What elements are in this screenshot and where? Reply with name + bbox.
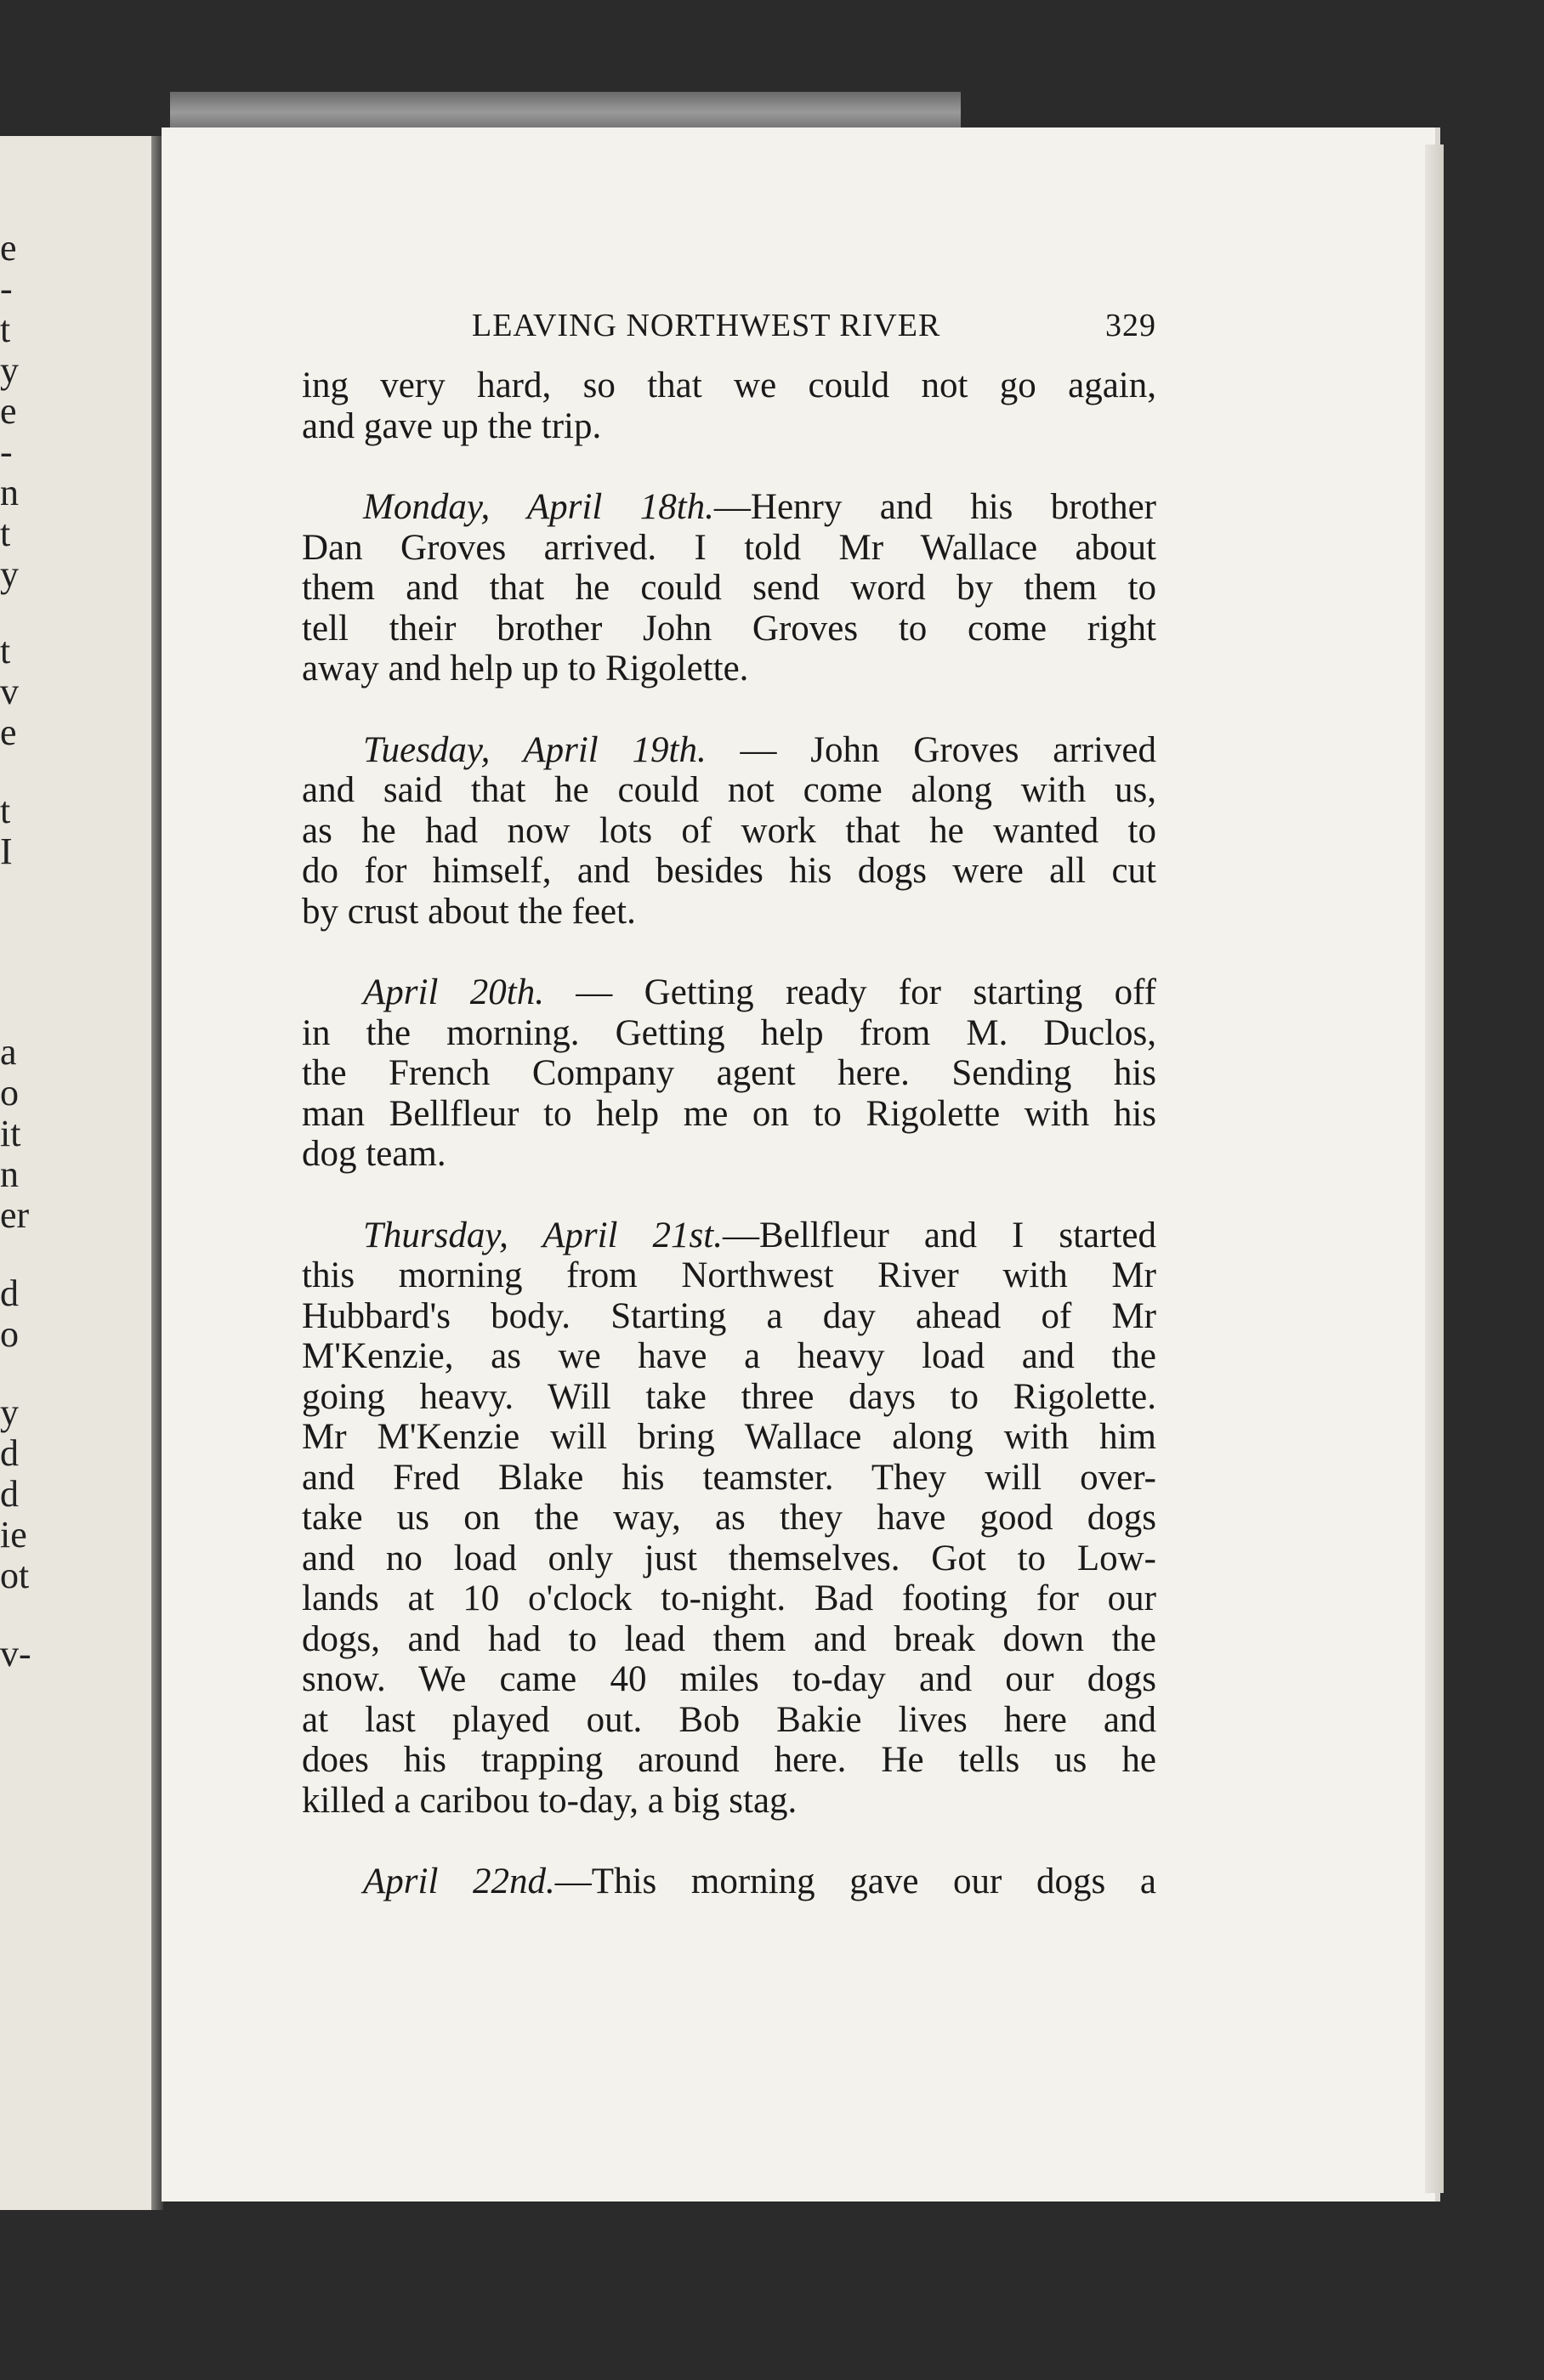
text-line: take us on the way, as they have good dogs xyxy=(302,1498,1156,1538)
page-text xyxy=(302,306,1156,1943)
left-page-fragment: t xyxy=(0,309,11,350)
text-line: and said that he could not come along with us, xyxy=(302,770,1156,810)
text-line: in the morning. Getting help from M. Duclos, xyxy=(302,1012,1156,1053)
text-line: and Fred Blake his teamster. They will over- xyxy=(302,1457,1156,1498)
left-page-fragment: v xyxy=(0,671,19,712)
left-page-fragment: o xyxy=(0,1072,19,1114)
text-line: Tuesday, April 19th. — John Groves arrived xyxy=(363,729,1156,770)
page-header xyxy=(302,306,1156,347)
left-page-fragment: o xyxy=(0,1313,19,1355)
entry-date: April 20th. xyxy=(363,972,544,1012)
diary-entry-tuesday-april-19 xyxy=(302,730,1156,932)
text-line: by crust about the feet. xyxy=(302,891,636,932)
left-page-fragment: ie xyxy=(0,1514,27,1556)
text-line: lands at 10 o'clock to-night. Bad footing for our xyxy=(302,1578,1156,1618)
left-page-fragment: e xyxy=(0,711,17,753)
left-page-fragment: y xyxy=(0,349,19,391)
left-page-fragment: - xyxy=(0,431,13,473)
left-page-fragment: t xyxy=(0,513,11,554)
left-page-fragment: v- xyxy=(0,1633,31,1674)
left-page xyxy=(0,136,160,2210)
left-page-fragment: n xyxy=(0,1153,19,1195)
left-page-fragment: y xyxy=(0,553,19,595)
left-page-fragment: er xyxy=(0,1194,30,1236)
text-line: Monday, April 18th.—Henry and his brother xyxy=(363,487,1156,527)
text-line: Hubbard's body. Starting a day ahead of Mr xyxy=(302,1295,1156,1336)
left-page-fragment: it xyxy=(0,1113,21,1154)
text-line: man Bellfleur to help me on to Rigolette with his xyxy=(302,1093,1156,1134)
text-line: Thursday, April 21st.—Bellfleur and I started xyxy=(363,1215,1156,1255)
left-page-fragment: d xyxy=(0,1432,19,1474)
left-page-fragment: t xyxy=(0,630,11,672)
text-line: this morning from Northwest River with Mr xyxy=(302,1255,1156,1295)
entry-date: April 22nd. xyxy=(363,1862,555,1901)
text-line: at last played out. Bob Bakie lives here and xyxy=(302,1699,1156,1740)
left-page-fragment: I xyxy=(0,830,13,872)
text-line: killed a caribou to-day, a big stag. xyxy=(302,1780,798,1821)
text-line: going heavy. Will take three days to Rigolette. xyxy=(302,1376,1156,1417)
left-page-fragment: d xyxy=(0,1272,19,1314)
text-line: ing very hard, so that we could not go again, xyxy=(302,366,1156,405)
text-line: the French Company agent here. Sending his xyxy=(302,1053,1156,1093)
left-page-fragment: - xyxy=(0,268,13,309)
text-line: April 22nd.—This morning gave our dogs a xyxy=(363,1862,1156,1901)
text-line: dog team. xyxy=(302,1134,446,1174)
entry-date: Tuesday, April 19th. xyxy=(363,729,707,770)
text-line: do for himself, and besides his dogs were all cut xyxy=(302,851,1156,891)
text-line: M'Kenzie, as we have a heavy load and the xyxy=(302,1336,1156,1376)
diary-entry-thursday-april-21 xyxy=(302,1216,1156,1822)
page-number: 329 xyxy=(1105,308,1156,343)
entry-date: Thursday, April 21st. xyxy=(363,1215,723,1255)
text-line: Dan Groves arrived. I told Mr Wallace about xyxy=(302,527,1156,568)
text-line: them and that he could send word by them to xyxy=(302,568,1156,608)
paragraph xyxy=(302,366,1156,446)
left-page-fragment: ot xyxy=(0,1555,30,1596)
text-line: does his trapping around here. He tells us he xyxy=(302,1740,1156,1780)
entry-date: Monday, April 18th. xyxy=(363,487,714,527)
left-page-fragment: e xyxy=(0,390,17,432)
diary-entry-april-20 xyxy=(302,972,1156,1175)
diary-entry-april-22 xyxy=(302,1862,1156,1902)
text-line: snow. We came 40 miles to-day and our dogs xyxy=(302,1659,1156,1699)
text-line: dogs, and had to lead them and break down the xyxy=(302,1618,1156,1659)
left-page-text-fragments xyxy=(0,136,102,2210)
text-line: and no load only just themselves. Got to Low- xyxy=(302,1538,1156,1578)
text-line: and gave up the trip. xyxy=(302,405,602,446)
running-head: LEAVING NORTHWEST RIVER xyxy=(472,308,941,343)
left-page-fragment: n xyxy=(0,472,19,513)
left-page-fragment: a xyxy=(0,1031,17,1073)
diary-entry-monday-april-18 xyxy=(302,487,1156,689)
left-page-fragment: e xyxy=(0,227,17,269)
text-line: tell their brother John Groves to come right xyxy=(302,608,1156,649)
text-line: Mr M'Kenzie will bring Wallace along with him xyxy=(302,1417,1156,1457)
text-line: as he had now lots of work that he wanted to xyxy=(302,810,1156,851)
left-page-fragment: t xyxy=(0,790,11,831)
text-line: April 20th. — Getting ready for starting off xyxy=(363,972,1157,1012)
text-line: away and help up to Rigolette. xyxy=(302,649,749,688)
page-edge xyxy=(1425,144,1444,2193)
left-page-fragment: d xyxy=(0,1473,19,1515)
left-page-fragment: y xyxy=(0,1391,19,1433)
